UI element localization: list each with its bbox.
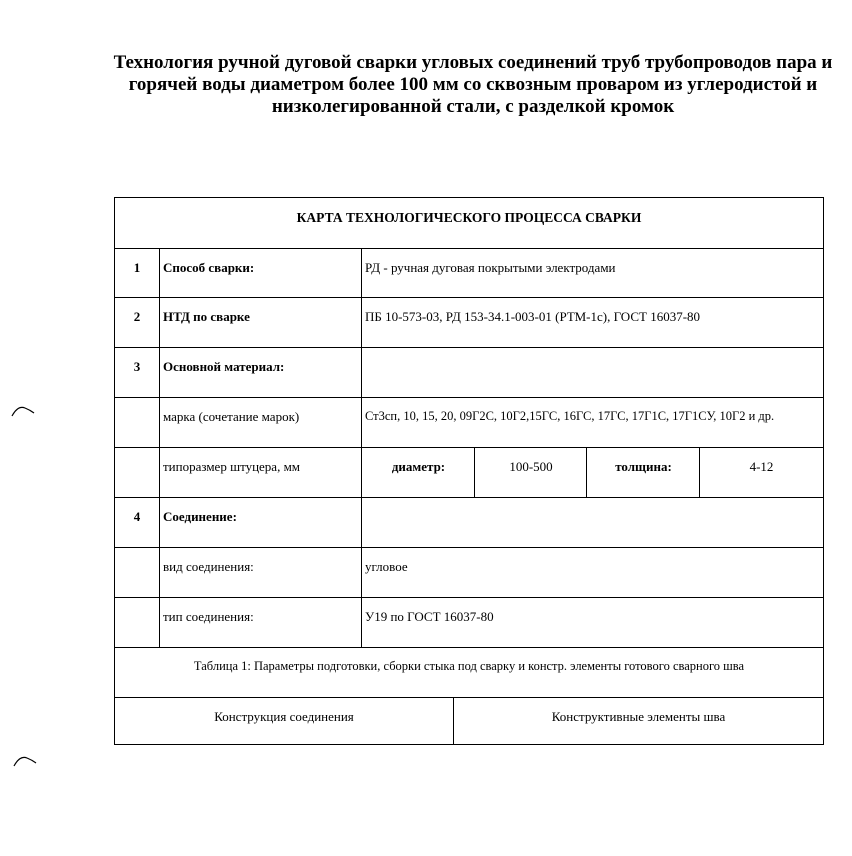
row-label: вид соединения: bbox=[163, 559, 254, 574]
row-number: 2 bbox=[133, 309, 141, 324]
row-number: 4 bbox=[133, 509, 141, 524]
table-row bbox=[115, 347, 823, 398]
table-caption-row bbox=[115, 647, 823, 698]
table-row bbox=[115, 497, 823, 548]
table-row bbox=[115, 597, 823, 648]
thickness-value: 4-12 bbox=[749, 459, 774, 474]
diameter-value: 100-500 bbox=[509, 459, 553, 474]
row-label: марка (сочетание марок) bbox=[163, 409, 300, 424]
margin-mark-icon bbox=[10, 403, 36, 419]
col-elements: Конструктивные элементы шва bbox=[551, 709, 726, 724]
table-row bbox=[115, 248, 823, 298]
row-value: У19 по ГОСТ 16037-80 bbox=[365, 609, 494, 624]
row-value: РД - ручная дуговая покрытыми электродами bbox=[365, 260, 616, 275]
table-row bbox=[115, 397, 823, 448]
row-label: тип соединения: bbox=[163, 609, 254, 624]
document-title bbox=[108, 52, 838, 118]
row-label: Соединение: bbox=[163, 509, 237, 524]
row-value: ПБ 10-573-03, РД 153-34.1-003-01 (РТМ-1с), ГОСТ 16037-80 bbox=[365, 309, 701, 324]
title-line-1: Технология ручной дуговой сварки угловых соединений труб трубопроводов пара и bbox=[113, 52, 833, 73]
row-number: 1 bbox=[133, 260, 141, 275]
row-number: 3 bbox=[133, 359, 141, 374]
column-header-row bbox=[115, 697, 823, 744]
table-row bbox=[115, 547, 823, 598]
thickness-label: толщина: bbox=[615, 459, 672, 474]
title-line-2: горячей воды диаметром более 100 мм со сквозным проваром из углеродистой и bbox=[128, 74, 818, 95]
process-card-table bbox=[114, 197, 824, 745]
row-value: угловое bbox=[365, 559, 408, 574]
row-label: НТД по сварке bbox=[163, 309, 250, 324]
title-line-3: низколегированной стали, с разделкой кромок bbox=[271, 96, 675, 117]
col-construction: Конструкция соединения bbox=[214, 709, 354, 724]
row-label: Основной материал: bbox=[163, 359, 285, 374]
diameter-label: диаметр: bbox=[391, 459, 446, 474]
row-label: типоразмер штуцера, мм bbox=[163, 459, 301, 474]
row-value: Ст3сп, 10, 15, 20, 09Г2С, 10Г2,15ГС, 16ГС, 17ГС, 17Г1С, 17Г1СУ, 10Г2 и др. bbox=[365, 409, 775, 423]
row-label: Способ сварки: bbox=[163, 260, 255, 275]
table-row bbox=[115, 297, 823, 348]
table-caption: Таблица 1: Параметры подготовки, сборки стыка под сварку и констр. элементы готового сварного шва bbox=[193, 659, 745, 673]
card-header: КАРТА ТЕХНОЛОГИЧЕСКОГО ПРОЦЕССА СВАРКИ bbox=[296, 210, 642, 225]
margin-mark-icon bbox=[12, 753, 38, 769]
card-header-row bbox=[115, 198, 823, 248]
table-row bbox=[115, 447, 823, 498]
